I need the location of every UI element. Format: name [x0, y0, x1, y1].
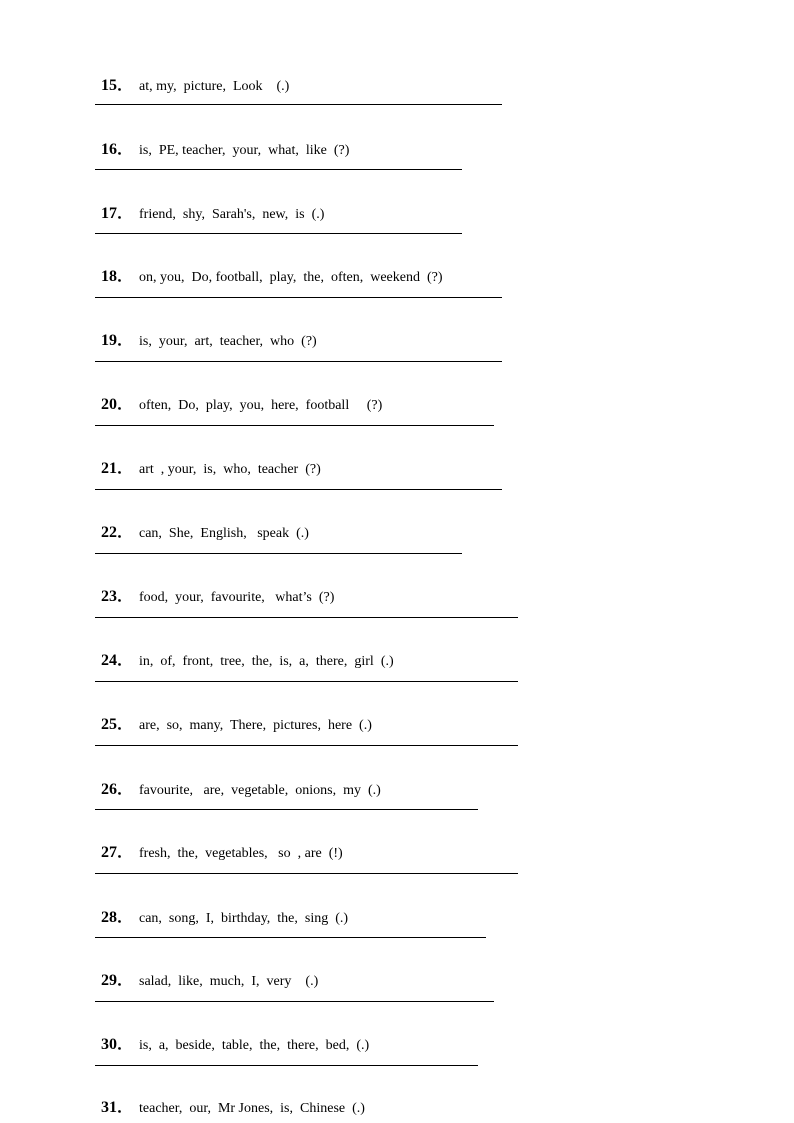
question-number: 31．	[101, 1099, 134, 1116]
answer-line-30[interactable]	[95, 1065, 478, 1066]
scrambled-words: in, of, front, tree, the, is, a, there, girl (.)	[139, 654, 394, 669]
question-number: 29．	[101, 972, 134, 989]
question-18	[93, 247, 443, 285]
question-30	[93, 1015, 370, 1053]
scrambled-words: is, PE, teacher, your, what, like (?)	[139, 143, 350, 158]
answer-line-26[interactable]	[95, 809, 478, 810]
answer-line-20[interactable]	[95, 425, 494, 426]
question-20	[93, 375, 383, 413]
scrambled-words: food, your, favourite, what’s (?)	[139, 590, 335, 605]
question-21	[93, 439, 321, 477]
scrambled-words: fresh, the, vegetables, so , are (!)	[139, 846, 343, 861]
question-number: 19．	[101, 332, 134, 349]
answer-line-21[interactable]	[95, 489, 502, 490]
scrambled-words: often, Do, play, you, here, football (?)	[139, 398, 383, 413]
question-23	[93, 567, 335, 605]
scrambled-words: art , your, is, who, teacher (?)	[139, 462, 321, 477]
scrambled-words: are, so, many, There, pictures, here (.)	[139, 718, 372, 733]
question-19	[93, 311, 317, 349]
question-number: 23．	[101, 588, 134, 605]
scrambled-words: can, song, I, birthday, the, sing (.)	[139, 911, 349, 926]
question-number: 22．	[101, 524, 134, 541]
answer-line-23[interactable]	[95, 617, 518, 618]
answer-line-19[interactable]	[95, 361, 502, 362]
question-15	[93, 56, 290, 94]
question-number: 21．	[101, 460, 134, 477]
question-17	[93, 184, 325, 222]
scrambled-words: is, a, beside, table, the, there, bed, (.)	[139, 1038, 370, 1053]
question-16	[93, 120, 350, 158]
answer-line-24[interactable]	[95, 681, 518, 682]
question-number: 16．	[101, 141, 134, 158]
scrambled-words: salad, like, much, I, very (.)	[139, 974, 319, 989]
answer-line-25[interactable]	[95, 745, 518, 746]
scrambled-words: can, She, English, speak (.)	[139, 526, 309, 541]
scrambled-words: is, your, art, teacher, who (?)	[139, 334, 317, 349]
question-number: 27．	[101, 844, 134, 861]
question-number: 30．	[101, 1036, 134, 1053]
question-28	[93, 888, 349, 926]
question-number: 18．	[101, 268, 134, 285]
answer-line-15[interactable]	[95, 104, 502, 105]
question-26	[93, 760, 381, 798]
question-25	[93, 695, 372, 733]
question-number: 20．	[101, 396, 134, 413]
question-22	[93, 503, 309, 541]
question-number: 25．	[101, 716, 134, 733]
question-number: 26．	[101, 781, 134, 798]
question-number: 15．	[101, 77, 134, 94]
question-number: 24．	[101, 652, 134, 669]
answer-line-16[interactable]	[95, 169, 462, 170]
answer-line-27[interactable]	[95, 873, 518, 874]
question-number: 28．	[101, 909, 134, 926]
scrambled-words: favourite, are, vegetable, onions, my (.)	[139, 783, 381, 798]
answer-line-29[interactable]	[95, 1001, 494, 1002]
scrambled-words: on, you, Do, football, play, the, often, weekend (?)	[139, 270, 443, 285]
answer-line-17[interactable]	[95, 233, 462, 234]
question-24	[93, 631, 394, 669]
question-27	[93, 823, 343, 861]
answer-line-28[interactable]	[95, 937, 486, 938]
scrambled-words: friend, shy, Sarah's, new, is (.)	[139, 207, 325, 222]
scrambled-words: at, my, picture, Look (.)	[139, 79, 290, 94]
answer-line-18[interactable]	[95, 297, 502, 298]
scrambled-words: teacher, our, Mr Jones, is, Chinese (.)	[139, 1101, 365, 1116]
question-29	[93, 951, 319, 989]
question-number: 17．	[101, 205, 134, 222]
question-31	[93, 1078, 365, 1116]
answer-line-22[interactable]	[95, 553, 462, 554]
